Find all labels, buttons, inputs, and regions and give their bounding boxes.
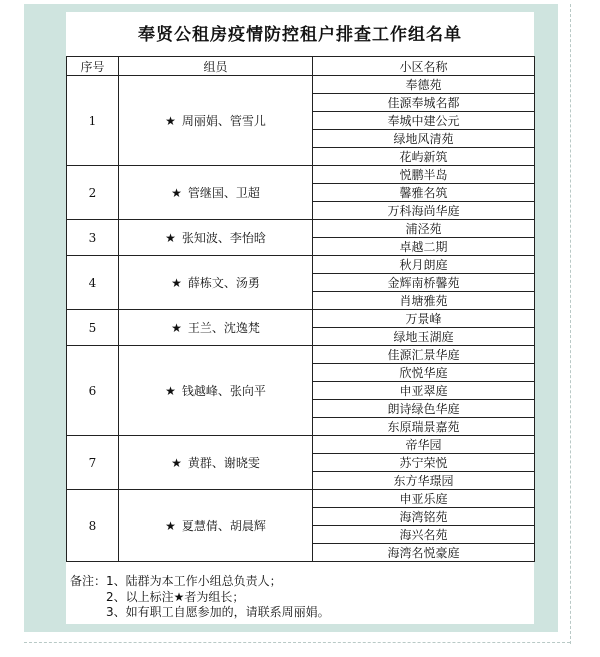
- community-name-cell: 卓越二期: [313, 238, 535, 256]
- community-name-cell: 花屿新筑: [313, 148, 535, 166]
- community-name-cell: 佳源奉城名都: [313, 94, 535, 112]
- group-members-cell: [119, 490, 313, 562]
- community-name-cell: 海兴名苑: [313, 526, 535, 544]
- community-name-cell: 悦鹏半岛: [313, 166, 535, 184]
- community-name-cell: 海湾铭苑: [313, 508, 535, 526]
- table-row: [67, 310, 535, 328]
- community-name-cell: 佳源汇景华庭: [313, 346, 535, 364]
- leader-star-icon: ★: [165, 519, 176, 533]
- group-members-cell: [119, 346, 313, 436]
- document-title: 奉贤公租房疫情防控租户排查工作组名单: [138, 25, 462, 45]
- selection-border-right: [570, 4, 571, 644]
- group-members-text: 王兰、沈逸梵: [187, 321, 260, 335]
- header-members: 组员: [119, 57, 313, 76]
- community-name-cell: 金辉南桥馨苑: [313, 274, 535, 292]
- leader-star-icon: ★: [165, 384, 176, 398]
- group-members-cell: [119, 76, 313, 166]
- community-name-cell: 申亚翠庭: [313, 382, 535, 400]
- group-members-text: 薛栋文、汤勇: [187, 276, 260, 290]
- roster-body: [67, 76, 535, 562]
- group-members-text: 周丽娟、管雪儿: [181, 114, 266, 128]
- document-sheet: [66, 12, 534, 624]
- note-line: 备注：1、陆群为本工作小组总负责人；: [70, 574, 282, 588]
- group-seq-cell: 6: [67, 346, 119, 436]
- group-members-cell: [119, 256, 313, 310]
- leader-star-icon: ★: [171, 321, 182, 335]
- group-seq-cell: 3: [67, 220, 119, 256]
- community-name-cell: 帝华园: [313, 436, 535, 454]
- group-seq-cell: 4: [67, 256, 119, 310]
- community-name-cell: 万景峰: [313, 310, 535, 328]
- leader-star-icon: ★: [171, 276, 182, 290]
- roster-table: [66, 56, 535, 562]
- header-seq: 序号: [67, 57, 119, 76]
- community-name-cell: 海湾名悦豪庭: [313, 544, 535, 562]
- leader-star-icon: ★: [165, 231, 176, 245]
- note-line: 3、如有职工自愿参加的，请联系周丽娟。: [106, 605, 330, 619]
- community-name-cell: 绿地风清苑: [313, 130, 535, 148]
- table-row: [67, 256, 535, 274]
- community-name-cell: 东原瑞景嘉苑: [313, 418, 535, 436]
- leader-star-icon: ★: [171, 186, 182, 200]
- community-name-cell: 申亚乐庭: [313, 490, 535, 508]
- leader-star-icon: ★: [165, 114, 176, 128]
- community-name-cell: 秋月朗庭: [313, 256, 535, 274]
- community-name-cell: 馨雅名筑: [313, 184, 535, 202]
- table-row: [67, 490, 535, 508]
- table-row: [67, 436, 535, 454]
- community-name-cell: 奉城中建公元: [313, 112, 535, 130]
- group-members-cell: [119, 436, 313, 490]
- group-members-text: 黄群、谢晓雯: [187, 456, 260, 470]
- table-row: [67, 166, 535, 184]
- group-seq-cell: 2: [67, 166, 119, 220]
- group-members-text: 钱越峰、张向平: [181, 384, 266, 398]
- community-name-cell: 朗诗绿色华庭: [313, 400, 535, 418]
- community-name-cell: 奉德苑: [313, 76, 535, 94]
- community-name-cell: 欣悦华庭: [313, 364, 535, 382]
- selection-border-bottom: [24, 642, 570, 643]
- group-members-cell: [119, 310, 313, 346]
- group-members-cell: [119, 220, 313, 256]
- community-name-cell: 东方华璟园: [313, 472, 535, 490]
- community-name-cell: 万科海尚华庭: [313, 202, 535, 220]
- leader-star-icon: ★: [171, 456, 182, 470]
- group-seq-cell: 7: [67, 436, 119, 490]
- note-line: 2、以上标注★者为组长；: [106, 589, 245, 604]
- group-seq-cell: 1: [67, 76, 119, 166]
- community-name-cell: 浦泾苑: [313, 220, 535, 238]
- group-members-text: 夏慧倩、胡晨辉: [181, 519, 266, 533]
- group-seq-cell: 8: [67, 490, 119, 562]
- community-name-cell: 绿地玉湖庭: [313, 328, 535, 346]
- group-members-cell: [119, 166, 313, 220]
- group-members-text: 张知波、李怡晗: [181, 231, 266, 245]
- table-row: [67, 346, 535, 364]
- group-members-text: 管继国、卫超: [187, 186, 260, 200]
- header-community: 小区名称: [313, 57, 535, 76]
- group-seq-cell: 5: [67, 310, 119, 346]
- notes-block: [70, 574, 330, 621]
- table-header-row: [67, 57, 535, 76]
- community-name-cell: 苏宁荣悦: [313, 454, 535, 472]
- table-row: [67, 76, 535, 94]
- community-name-cell: 肖塘雅苑: [313, 292, 535, 310]
- table-row: [67, 220, 535, 238]
